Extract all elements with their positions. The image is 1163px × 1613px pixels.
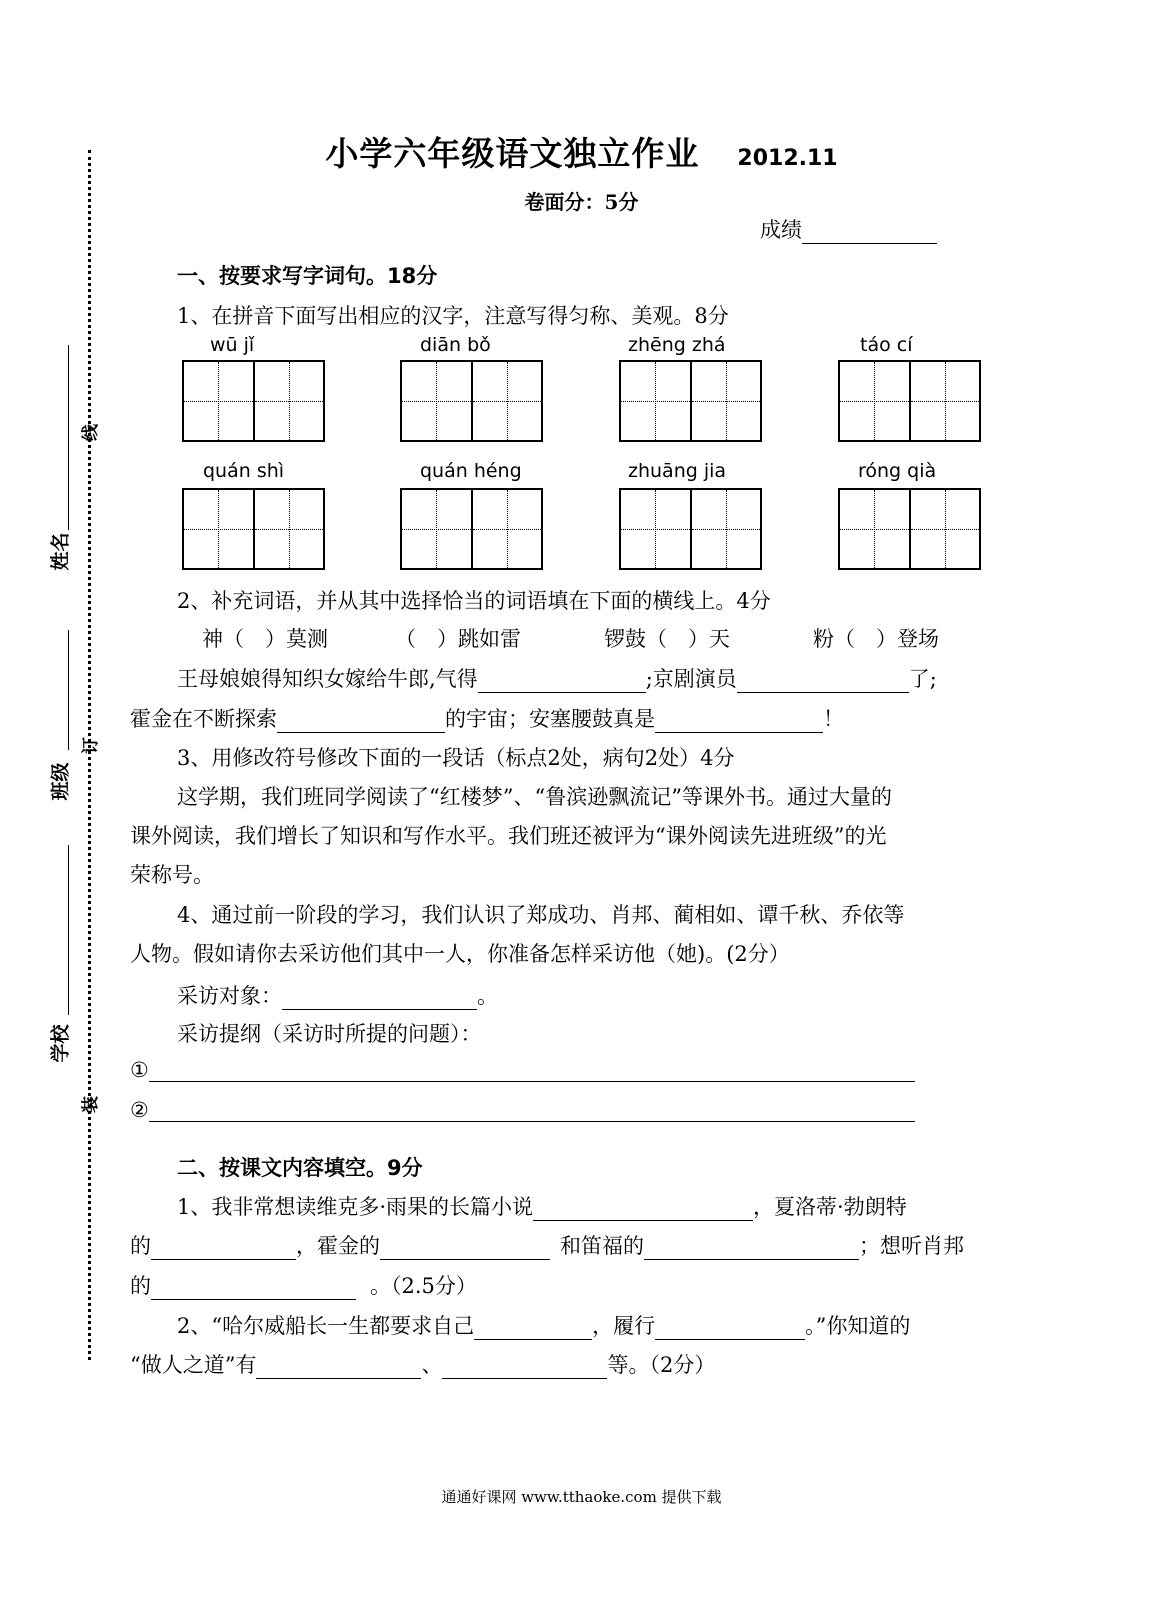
s2q1-a: 1、我非常想读维克多·雨果的长篇小说 <box>177 1195 534 1219</box>
answer-blank[interactable] <box>655 1317 805 1340</box>
answer-blank[interactable] <box>256 1356 421 1379</box>
q4-para-1: 4、通过前一阶段的学习，我们认识了郑成功、肖邦、蔺相如、谭千秋、乔依等 <box>177 903 905 927</box>
writing-grid[interactable] <box>619 360 762 442</box>
q1-text: 1、在拼音下面写出相应的汉字，注意写得匀称、美观。8分 <box>177 304 729 328</box>
pinyin-7: zhuāng jia <box>628 460 727 482</box>
pinyin-4: táo cí <box>860 334 913 356</box>
section2-heading: 二、按课文内容填空。9分 <box>177 1156 423 1180</box>
s2q2-line-1 <box>177 1310 910 1340</box>
pinyin-1: wū jǐ <box>210 334 255 356</box>
s2q2-e: 、 <box>421 1353 443 1377</box>
q3-para-2: 课外阅读，我们增长了知识和写作水平。我们班还被评为“课外阅读先进班级”的光 <box>130 824 887 848</box>
q2-s2b: 的宇宙；安塞腰鼓真是 <box>445 707 655 731</box>
pinyin-3: zhēng zhá <box>628 334 726 356</box>
name-label: 姓名 <box>49 532 72 571</box>
idiom-4: 粉（ ）登场 <box>813 627 939 651</box>
q4-target <box>177 980 498 1010</box>
q2-s1c: 了; <box>908 667 937 691</box>
s2q2-f: 等。（2分） <box>607 1353 716 1377</box>
answer-blank[interactable] <box>151 1237 296 1260</box>
q2-s2a: 霍金在不断探索 <box>130 707 277 731</box>
answer-blank[interactable] <box>655 710 823 733</box>
class-blank <box>68 630 69 750</box>
writing-grid[interactable] <box>400 360 543 442</box>
s2q1-line-3 <box>130 1270 477 1300</box>
class-label: 班级 <box>49 762 72 801</box>
section1-heading: 一、按要求写字词句。18分 <box>177 264 438 288</box>
answer-blank[interactable] <box>644 1237 859 1260</box>
page-title <box>0 128 1163 175</box>
s2q2-c: 。”你知道的 <box>805 1314 911 1338</box>
school-blank <box>68 845 69 1015</box>
pinyin-6: quán héng <box>420 460 522 482</box>
writing-grid[interactable] <box>619 488 762 570</box>
writing-grid[interactable] <box>182 488 325 570</box>
pinyin-5: quán shì <box>203 460 285 482</box>
answer-blank[interactable] <box>380 1237 550 1260</box>
school-label: 学校 <box>49 1024 72 1063</box>
q4-item-1 <box>130 1058 915 1082</box>
writing-grid[interactable] <box>182 360 325 442</box>
q4-target-label: 采访对象： <box>177 984 282 1008</box>
grade-blank[interactable] <box>802 221 937 244</box>
q3-para-1: 这学期，我们班同学阅读了“红楼梦”、“鲁滨逊飘流记”等课外书。通过大量的 <box>177 785 892 809</box>
s2q2-line-2 <box>130 1349 715 1379</box>
writing-grid[interactable] <box>838 488 981 570</box>
s2q1-g: 的 <box>130 1274 151 1298</box>
q2-s2c: ！ <box>823 707 844 731</box>
q4-item1-marker: ① <box>130 1058 149 1082</box>
idiom-1: 神（ ）莫测 <box>202 627 328 651</box>
q3-text: 3、用修改符号修改下面的一段话（标点2处，病句2处）4分 <box>177 746 735 770</box>
writing-grid[interactable] <box>400 488 543 570</box>
q4-outline-label: 采访提纲（采访时所提的问题）： <box>177 1022 482 1046</box>
answer-blank[interactable] <box>282 987 477 1010</box>
binding-mark-ding: 订 <box>81 737 101 754</box>
s2q1-h: 。（2.5分） <box>370 1274 477 1298</box>
paper-score: 卷面分：5分 <box>524 190 639 214</box>
grade-label: 成绩 <box>760 218 802 242</box>
q4-item2-marker: ② <box>130 1098 149 1122</box>
q4-item-2 <box>130 1098 915 1122</box>
idiom-2: （ ）跳如雷 <box>395 627 521 651</box>
s2q1-e: 和笛福的 <box>560 1234 644 1258</box>
answer-blank[interactable] <box>277 710 445 733</box>
title-date: 2012.11 <box>737 146 838 171</box>
answer-blank[interactable] <box>474 1317 592 1340</box>
s2q1-line-2 <box>130 1230 964 1260</box>
answer-blank[interactable] <box>442 1356 607 1379</box>
s2q2-d: “做人之道”有 <box>130 1353 257 1377</box>
answer-blank[interactable] <box>149 1099 915 1122</box>
answer-blank[interactable] <box>149 1059 915 1082</box>
q2-sentence-2 <box>130 703 844 733</box>
s2q1-d: ，霍金的 <box>296 1234 380 1258</box>
name-blank <box>68 345 69 530</box>
s2q2-a: 2、“哈尔威船长一生都要求自己 <box>177 1314 475 1338</box>
s2q1-b: ，夏洛蒂·勃朗特 <box>753 1195 907 1219</box>
grade-field <box>760 214 937 244</box>
q2-s1a: 王母娘娘得知织女嫁给牛郎,气得 <box>177 667 478 691</box>
q2-text: 2、补充词语，并从其中选择恰当的词语填在下面的横线上。4分 <box>177 589 771 613</box>
answer-blank[interactable] <box>151 1277 356 1300</box>
q4-para-2: 人物。假如请你去采访他们其中一人，你准备怎样采访他（她)。(2分） <box>130 942 790 966</box>
binding-mark-zhuang: 装 <box>81 1096 101 1113</box>
binding-mark-line: 线 <box>81 424 101 441</box>
answer-blank[interactable] <box>737 670 909 693</box>
s2q1-line-1 <box>177 1191 907 1221</box>
answer-blank[interactable] <box>478 670 646 693</box>
pinyin-8: róng qià <box>858 460 937 482</box>
title-text: 小学六年级语文独立作业 <box>325 134 700 173</box>
writing-grid[interactable] <box>838 360 981 442</box>
q2-sentence-1 <box>177 663 937 693</box>
q4-target-end: 。 <box>477 984 498 1008</box>
s2q1-c: 的 <box>130 1234 151 1258</box>
answer-blank[interactable] <box>533 1198 753 1221</box>
q3-para-3: 荣称号。 <box>130 863 214 887</box>
idiom-3: 锣鼓（ ）天 <box>604 627 730 651</box>
binding-dotted-line <box>88 150 91 1360</box>
s2q2-b: ，履行 <box>592 1314 656 1338</box>
footer-credit: 通通好课网 www.tthaoke.com 提供下载 <box>441 1488 722 1506</box>
s2q1-f: ；想听肖邦 <box>859 1234 964 1258</box>
q2-s1b: ;京剧演员 <box>645 667 737 691</box>
pinyin-2: diān bǒ <box>420 334 491 356</box>
